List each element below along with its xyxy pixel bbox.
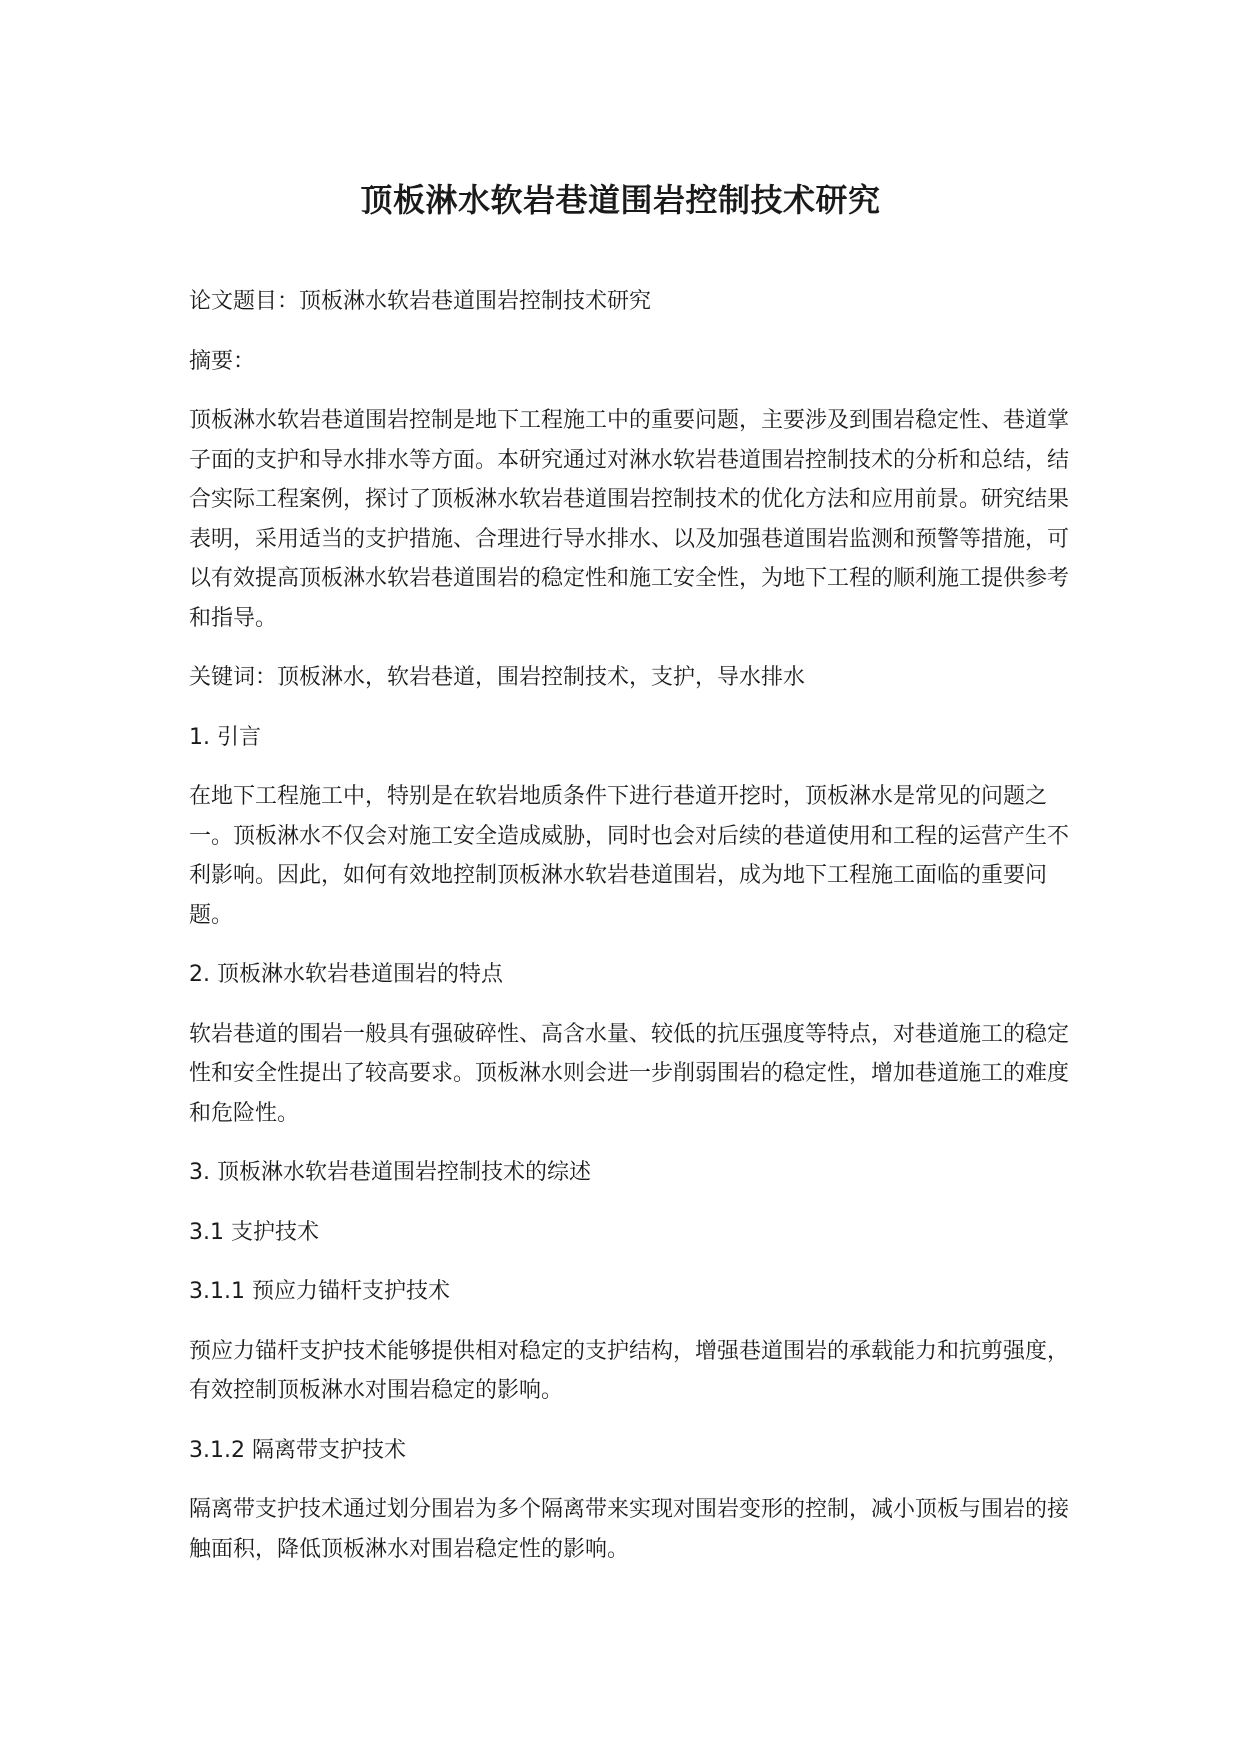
paper-title-line: 论文题目：顶板淋水软岩巷道围岩控制技术研究 — [189, 289, 652, 314]
section-3-1-2-paragraph: 隔离带支护技术通过划分围岩为多个隔离带来实现对围岩变形的控制，减小顶板与围岩的接触面积，降低顶板淋水对围岩稳定性的影响。 — [189, 1497, 1070, 1562]
abstract-label: 摘要： — [189, 348, 256, 374]
section-3-heading: 3. 顶板淋水软岩巷道围岩控制技术的综述 — [189, 1160, 591, 1185]
section-1-heading: 1. 引言 — [189, 724, 261, 750]
keywords-line: 关键词：顶板淋水，软岩巷道，围岩控制技术，支护，导水排水 — [189, 665, 806, 690]
section-3-1-heading: 3.1 支护技术 — [189, 1219, 319, 1245]
section-3-1-1-paragraph: 预应力锚杆支护技术能够提供相对稳定的支护结构，增强巷道围岩的承载能力和抗剪强度，有效控制顶板淋水对围岩稳定的影响。 — [189, 1338, 1070, 1403]
abstract-paragraph: 顶板淋水软岩巷道围岩控制是地下工程施工中的重要问题，主要涉及到围岩稳定性、巷道掌子面的支护和导水排水等方面。本研究通过对淋水软岩巷道围岩控制技术的分析和总结，结合实际工程案例，探讨了顶板淋水软岩巷道围岩控制技术的优化方法和应用前景。研究结果表明，采用适当的支护措施、合理进行导水排水、以及加强巷道围岩监测和预警等措施，可以有效提高顶板淋水软岩巷道围岩的稳定性和施工安全性，为地下工程的顺利施工提供参考和指导。 — [189, 408, 1070, 631]
section-2-paragraph: 软岩巷道的围岩一般具有强破碎性、高含水量、较低的抗压强度等特点，对巷道施工的稳定性和安全性提出了较高要求。顶板淋水则会进一步削弱围岩的稳定性，增加巷道施工的难度和危险性。 — [189, 1021, 1070, 1126]
document-body — [189, 282, 1069, 1589]
section-1-paragraph: 在地下工程施工中，特别是在软岩地质条件下进行巷道开挖时，顶板淋水是常见的问题之一。顶板淋水不仅会对施工安全造成威胁，同时也会对后续的巷道使用和工程的运营产生不利影响。因此，如何有效地控制顶板淋水软岩巷道围岩，成为地下工程施工面临的重要问题。 — [189, 784, 1070, 928]
section-3-1-2-heading: 3.1.2 隔离带支护技术 — [189, 1437, 406, 1463]
section-3-1-1-heading: 3.1.1 预应力锚杆支护技术 — [189, 1279, 450, 1304]
section-2-heading: 2. 顶板淋水软岩巷道围岩的特点 — [189, 962, 503, 987]
document-title: 顶板淋水软岩巷道围岩控制技术研究 — [360, 181, 881, 219]
